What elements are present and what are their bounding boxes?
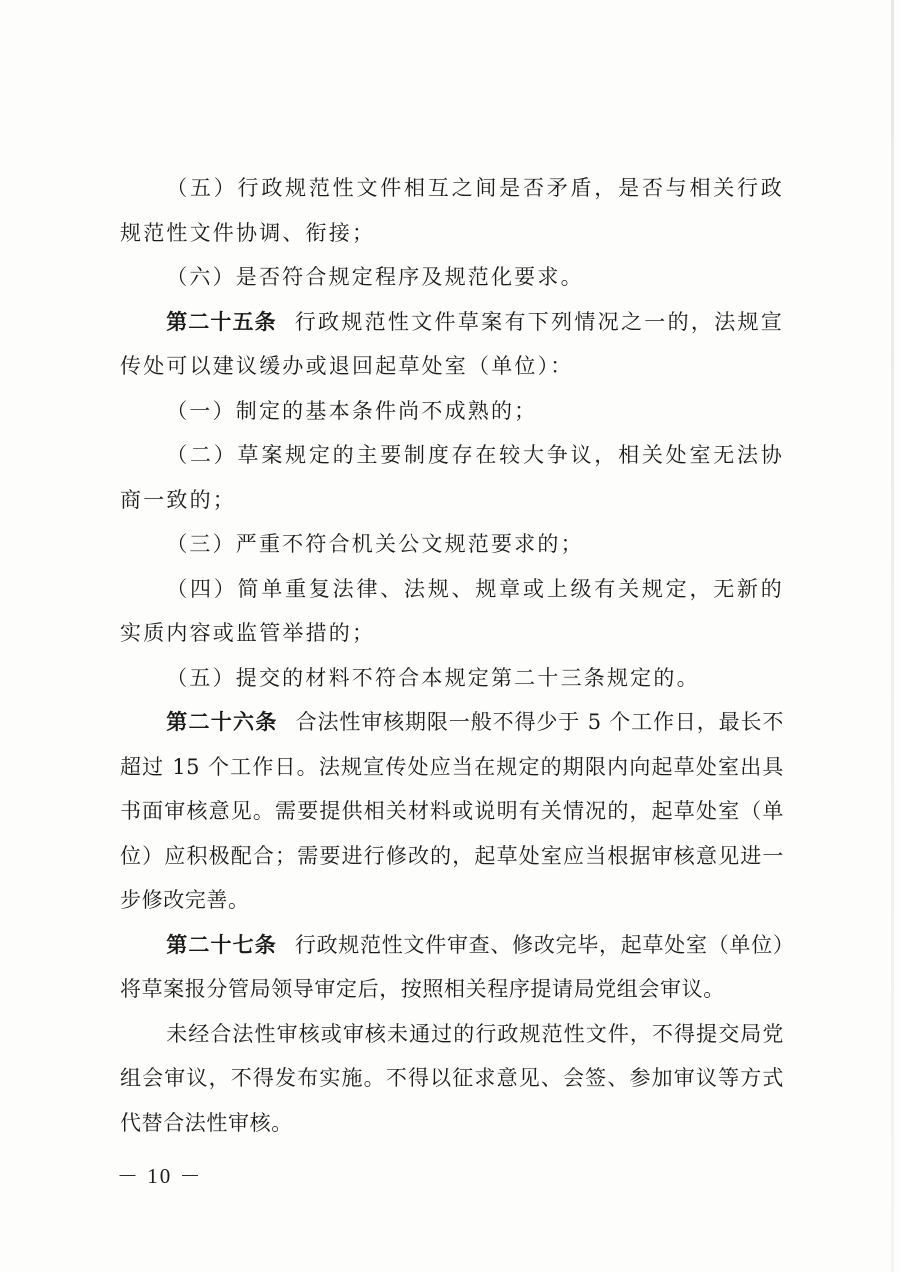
article-number: 第二十五条 bbox=[166, 309, 277, 334]
paragraph-item-2: （二）草案规定的主要制度存在较大争议，相关处室无法协商一致的； bbox=[120, 443, 784, 512]
article-26: 第二十六条 合法性审核期限一般不得少于 5 个工作日，最长不超过 15 个工作日。法规宣传处应当在规定的期限内向起草处室出具书面审核意见。需要提供相关材料或说明有关情况的，起草处室（单位）应积极配合；需要进行修改的，起草处室应当根据审核意见进一步修改完善。 bbox=[120, 710, 785, 912]
page-number: － 10 － bbox=[117, 1164, 203, 1188]
article-25: 第二十五条 行政规范性文件草案有下列情况之一的，法规宣传处可以建议缓办或退回起草处室（单位）： bbox=[120, 309, 785, 378]
scan-edge-shadow bbox=[891, 0, 894, 1272]
article-number: 第二十六条 bbox=[166, 710, 278, 734]
document-body bbox=[120, 166, 784, 1145]
paragraph-item-1: （一）制定的基本条件尚不成熟的； bbox=[166, 398, 538, 423]
article-27: 第二十七条 行政规范性文件审查、修改完毕，起草处室（单位）将草案报分管局领导审定后，按照相关程序提请局党组会审议。 bbox=[120, 932, 784, 1001]
article-number: 第二十七条 bbox=[166, 932, 277, 957]
closing-paragraph: 未经合法性审核或审核未通过的行政规范性文件，不得提交局党组会审议，不得发布实施。不得以征求意见、会签、参加审议等方式代替合法性审核。 bbox=[120, 1021, 784, 1135]
paragraph-item-5: （五）行政规范性文件相互之间是否矛盾，是否与相关行政规范性文件协调、衔接； bbox=[120, 176, 784, 245]
paragraph-item-4: （四）简单重复法律、法规、规章或上级有关规定，无新的实质内容或监管举措的； bbox=[120, 576, 784, 645]
paragraph-item-3: （三）严重不符合机关公文规范要求的； bbox=[166, 532, 584, 556]
paragraph-item-6: （六）是否符合规定程序及规范化要求。 bbox=[166, 265, 584, 289]
paragraph-item-5b: （五）提交的材料不符合本规定第二十三条规定的。 bbox=[166, 665, 700, 690]
